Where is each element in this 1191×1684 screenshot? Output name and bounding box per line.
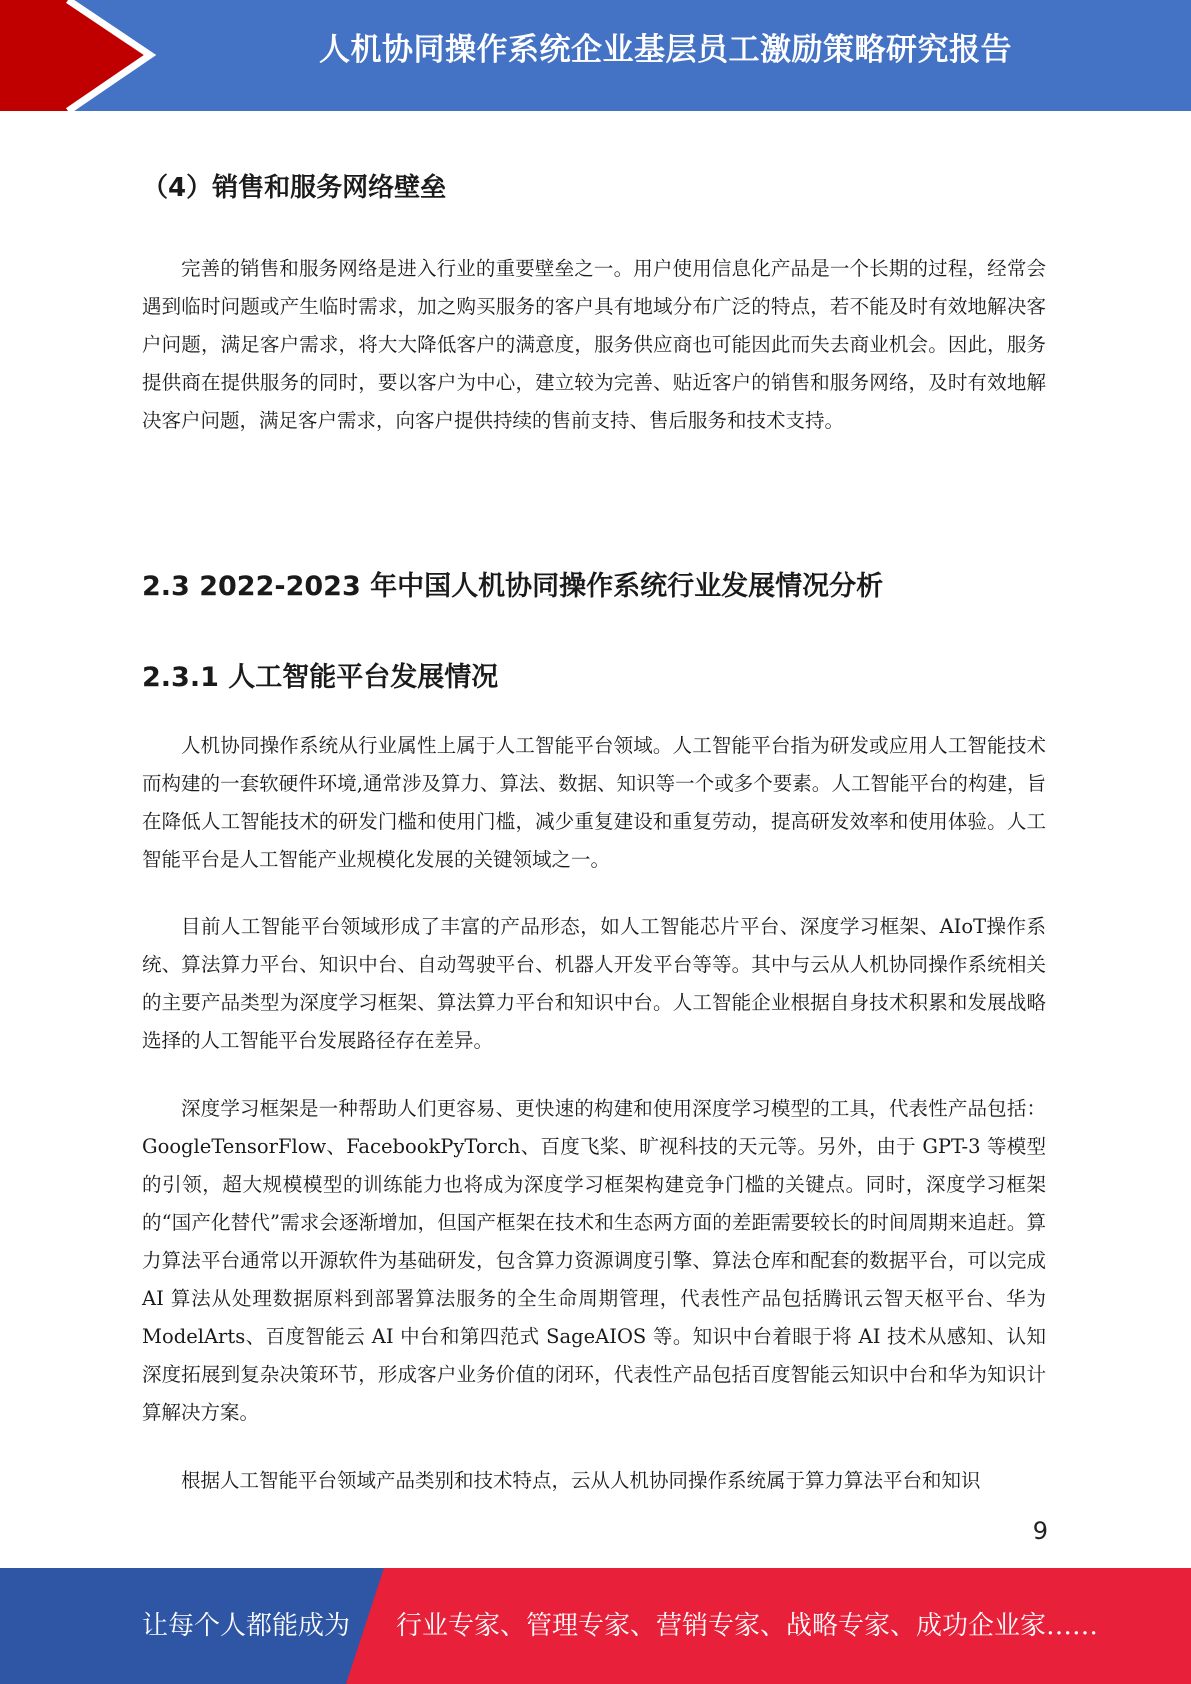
- section-heading-2-3: 2.3 2022-2023 年中国人机协同操作系统行业发展情况分析: [142, 571, 884, 602]
- page-number: 9: [1032, 1517, 1048, 1545]
- paragraph-classification: 根据人工智能平台领域产品类别和技术特点，云从人机协同操作系统属于算力算法平台和知识: [181, 1469, 981, 1492]
- page-footer: [0, 1568, 1191, 1684]
- section-heading-2-3-1: 2.3.1 人工智能平台发展情况: [142, 662, 499, 693]
- footer-slogan-left: 让每个人都能成为: [142, 1611, 351, 1641]
- section-heading-sales-network: （4）销售和服务网络壁垒: [142, 173, 447, 203]
- paragraph-sales-network: 完善的销售和服务网络是进入行业的重要壁垒之一。用户使用信息化产品是一个长期的过程，经常会遇到临时问题或产生临时需求，加之购买服务的客户具有地域分布广泛的特点，若不能及时有效地解决客户问题，满足客户需求，将大大降低客户的满意度，服务供应商也可能因此而失去商业机会。因此，服务提供商在提供服务的同时，要以客户为中心，建立较为完善、贴近客户的销售和服务网络，及时有效地解决客户问题，满足客户需求，向客户提供持续的售前支持、售后服务和技术支持。: [142, 257, 1046, 432]
- footer-slogan-right: 行业专家、管理专家、营销专家、战略专家、成功企业家……: [396, 1611, 1099, 1641]
- header-title: 人机协同操作系统企业基层员工激励策略研究报告: [319, 32, 1012, 68]
- page-header: [0, 0, 1191, 111]
- paragraph-ai-platform-forms: 目前人工智能平台领域形成了丰富的产品形态，如人工智能芯片平台、深度学习框架、AIoT操作系统、算法算力平台、知识中台、自动驾驶平台、机器人开发平台等等。其中与云从人机协同操作系统相关的主要产品类型为深度学习框架、算法算力平台和知识中台。人工智能企业根据自身技术积累和发展战略选择的人工智能平台发展路径存在差异。: [142, 915, 1046, 1052]
- paragraph-deep-learning-frameworks: 深度学习框架是一种帮助人们更容易、更快速的构建和使用深度学习模型的工具，代表性产品包括：GoogleTensorFlow、FacebookPyTorch、百度飞桨、旷视科技的天元等。另外，由于 GPT-3 等模型的引领，超大规模模型的训练能力也将成为深度学习框架构建竞争门槛的关键点。同时，深度学习框架的“国产化替代”需求会逐渐增加，但国产框架在技术和生态两方面的差距需要较长的时间周期来追赶。算力算法平台通常以开源软件为基础研发，包含算力资源调度引擎、算法仓库和配套的数据平台，可以完成 AI 算法从处理数据原料到部署算法服务的全生命周期管理，代表性产品包括腾讯云智天枢平台、华为 ModelArts、百度智能云 AI 中台和第四范式 SageAIOS 等。知识中台着眼于将 AI 技术从感知、认知深度拓展到复杂决策环节，形成客户业务价值的闭环，代表性产品包括百度智能云知识中台和华为知识计算解决方案。: [142, 1097, 1046, 1424]
- paragraph-ai-platform-intro: 人机协同操作系统从行业属性上属于人工智能平台领域。人工智能平台指为研发或应用人工智能技术而构建的一套软硬件环境,通常涉及算力、算法、数据、知识等一个或多个要素。人工智能平台的构建，旨在降低人工智能技术的研发门槛和使用门槛，减少重复建设和重复劳动，提高研发效率和使用体验。人工智能平台是人工智能产业规模化发展的关键领域之一。: [142, 734, 1046, 871]
